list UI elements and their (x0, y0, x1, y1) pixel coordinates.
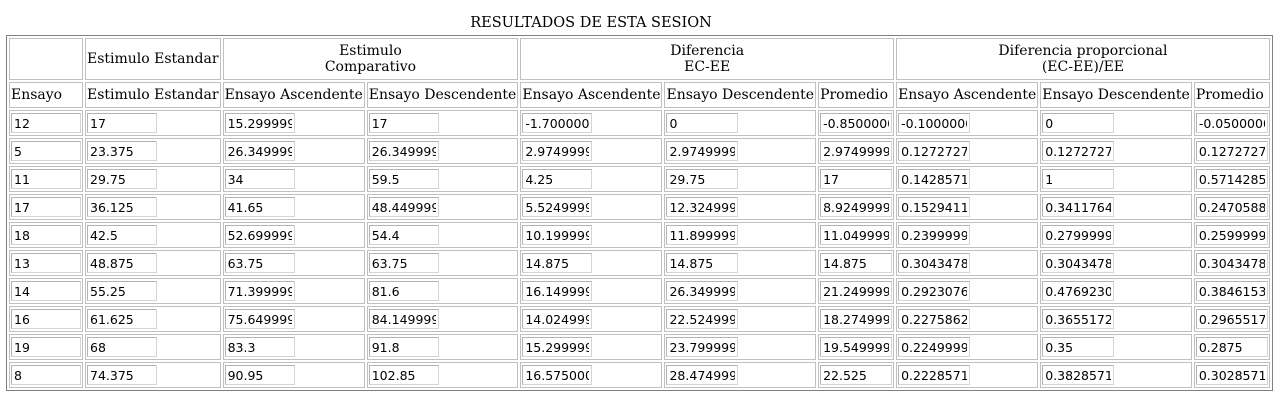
cell-value-input[interactable] (369, 169, 439, 189)
table-cell (223, 362, 365, 388)
table-cell (367, 362, 519, 388)
table-cell (85, 334, 221, 360)
table-cell (367, 194, 519, 220)
cell-value-input[interactable] (369, 365, 439, 385)
cell-value-input[interactable] (522, 113, 592, 133)
cell-value-input[interactable] (1042, 365, 1114, 385)
table-cell (896, 222, 1038, 248)
column-header: Ensayo Descendente (367, 82, 519, 108)
table-cell (896, 278, 1038, 304)
table-cell (85, 222, 221, 248)
cell-value-input[interactable] (1042, 309, 1114, 329)
table-cell (1040, 278, 1192, 304)
table-cell (520, 138, 662, 164)
cell-value-input[interactable] (87, 281, 157, 301)
cell-value-input[interactable] (898, 169, 970, 189)
table-cell (85, 194, 221, 220)
cell-value-input[interactable] (1042, 113, 1114, 133)
table-cell (1040, 138, 1192, 164)
diferencia-header-line1: Diferencia (670, 43, 745, 59)
cell-value-input[interactable] (87, 253, 157, 273)
table-cell (223, 110, 365, 136)
table-cell (818, 306, 894, 332)
cell-value-input[interactable] (1196, 141, 1268, 161)
cell-value-input[interactable] (11, 225, 81, 245)
cell-value-input[interactable] (225, 225, 295, 245)
cell-value-input[interactable] (820, 197, 892, 217)
table-cell (223, 278, 365, 304)
cell-value-input[interactable] (666, 225, 738, 245)
table-row (9, 194, 1270, 220)
cell-value-input[interactable] (369, 309, 439, 329)
table-cell (664, 110, 816, 136)
cell-value-input[interactable] (666, 169, 738, 189)
cell-value-input[interactable] (87, 169, 157, 189)
cell-value-input[interactable] (1196, 169, 1268, 189)
column-header: Ensayo Descendente (664, 82, 816, 108)
table-cell (896, 110, 1038, 136)
cell-value-input[interactable] (225, 113, 295, 133)
table-cell (1194, 334, 1270, 360)
cell-value-input[interactable] (369, 225, 439, 245)
table-cell (85, 306, 221, 332)
cell-value-input[interactable] (522, 309, 592, 329)
cell-value-input[interactable] (369, 197, 439, 217)
cell-value-input[interactable] (11, 337, 81, 357)
table-cell (818, 110, 894, 136)
cell-value-input[interactable] (225, 141, 295, 161)
table-cell (9, 278, 83, 304)
cell-value-input[interactable] (11, 169, 81, 189)
cell-value-input[interactable] (898, 365, 970, 385)
table-cell (664, 138, 816, 164)
cell-value-input[interactable] (820, 113, 892, 133)
cell-value-input[interactable] (1042, 253, 1114, 273)
cell-value-input[interactable] (898, 281, 970, 301)
cell-value-input[interactable] (11, 365, 81, 385)
cell-value-input[interactable] (1042, 337, 1114, 357)
table-cell (223, 222, 365, 248)
table-cell (367, 250, 519, 276)
table-cell (9, 362, 83, 388)
cell-value-input[interactable] (666, 113, 738, 133)
table-cell (818, 138, 894, 164)
cell-value-input[interactable] (820, 337, 892, 357)
table-cell (1194, 222, 1270, 248)
table-cell (223, 194, 365, 220)
cell-value-input[interactable] (87, 309, 157, 329)
cell-value-input[interactable] (522, 337, 592, 357)
table-cell (1194, 138, 1270, 164)
table-cell (664, 362, 816, 388)
cell-value-input[interactable] (11, 253, 81, 273)
table-cell (896, 334, 1038, 360)
cell-value-input[interactable] (666, 141, 738, 161)
diferencia-group-header (520, 38, 894, 80)
results-table (6, 35, 1273, 391)
cell-value-input[interactable] (898, 197, 970, 217)
estandar-group-header: Estimulo Estandar (85, 38, 221, 80)
cell-value-input[interactable] (522, 253, 592, 273)
column-header: Estimulo Estandar (85, 82, 221, 108)
table-cell (520, 334, 662, 360)
table-cell (85, 362, 221, 388)
cell-value-input[interactable] (11, 309, 81, 329)
table-cell (367, 278, 519, 304)
table-cell (664, 334, 816, 360)
cell-value-input[interactable] (820, 225, 892, 245)
table-cell (223, 334, 365, 360)
cell-value-input[interactable] (1196, 225, 1268, 245)
column-header: Promedio (818, 82, 894, 108)
comparativo-header-line1: Estimulo (339, 43, 402, 59)
cell-value-input[interactable] (1196, 197, 1268, 217)
table-cell (520, 306, 662, 332)
cell-value-input[interactable] (225, 337, 295, 357)
table-cell (520, 362, 662, 388)
table-cell (85, 138, 221, 164)
cell-value-input[interactable] (666, 365, 738, 385)
cell-value-input[interactable] (369, 113, 439, 133)
table-cell (664, 250, 816, 276)
results-caption: RESULTADOS DE ESTA SESION (470, 15, 712, 31)
proporcional-header-line1: Diferencia proporcional (998, 43, 1168, 59)
cell-value-input[interactable] (1042, 225, 1114, 245)
table-cell (1040, 362, 1192, 388)
table-cell (664, 194, 816, 220)
proporcional-header-line2: (EC-EE)/EE (1041, 59, 1125, 75)
cell-value-input[interactable] (1196, 337, 1268, 357)
table-cell (223, 306, 365, 332)
table-cell (520, 278, 662, 304)
cell-value-input[interactable] (898, 141, 970, 161)
table-cell (664, 222, 816, 248)
table-cell (896, 194, 1038, 220)
cell-value-input[interactable] (87, 197, 157, 217)
table-cell (896, 138, 1038, 164)
cell-value-input[interactable] (225, 197, 295, 217)
cell-value-input[interactable] (11, 141, 81, 161)
table-cell (367, 110, 519, 136)
table-cell (520, 194, 662, 220)
cell-value-input[interactable] (898, 337, 970, 357)
cell-value-input[interactable] (820, 141, 892, 161)
cell-value-input[interactable] (898, 113, 970, 133)
cell-value-input[interactable] (225, 169, 295, 189)
table-cell (896, 250, 1038, 276)
table-cell (818, 194, 894, 220)
cell-value-input[interactable] (820, 281, 892, 301)
blank-header-cell (9, 38, 83, 80)
table-cell (1040, 306, 1192, 332)
table-cell (9, 166, 83, 192)
cell-value-input[interactable] (522, 197, 592, 217)
table-row (9, 138, 1270, 164)
cell-value-input[interactable] (1042, 197, 1114, 217)
table-cell (367, 166, 519, 192)
table-cell (9, 194, 83, 220)
table-row (9, 166, 1270, 192)
cell-value-input[interactable] (1196, 365, 1268, 385)
cell-value-input[interactable] (666, 309, 738, 329)
table-cell (85, 250, 221, 276)
cell-value-input[interactable] (666, 197, 738, 217)
table-cell (9, 250, 83, 276)
column-header: Ensayo Ascendente (896, 82, 1038, 108)
table-cell (1194, 306, 1270, 332)
table-cell (1194, 166, 1270, 192)
column-header: Ensayo Ascendente (223, 82, 365, 108)
table-cell (367, 138, 519, 164)
cell-value-input[interactable] (820, 365, 892, 385)
cell-value-input[interactable] (1196, 281, 1268, 301)
table-cell (1040, 250, 1192, 276)
cell-value-input[interactable] (11, 113, 81, 133)
cell-value-input[interactable] (11, 197, 81, 217)
table-row (9, 222, 1270, 248)
cell-value-input[interactable] (1196, 309, 1268, 329)
table-row (9, 362, 1270, 388)
cell-value-input[interactable] (522, 141, 592, 161)
cell-value-input[interactable] (87, 365, 157, 385)
group-header-row (9, 38, 1270, 80)
diferencia-header-line2: EC-EE (684, 59, 731, 75)
table-cell (1194, 278, 1270, 304)
cell-value-input[interactable] (898, 253, 970, 273)
cell-value-input[interactable] (369, 253, 439, 273)
table-cell (664, 166, 816, 192)
table-cell (664, 278, 816, 304)
cell-value-input[interactable] (820, 169, 892, 189)
table-cell (1040, 334, 1192, 360)
table-cell (367, 334, 519, 360)
cell-value-input[interactable] (225, 309, 295, 329)
cell-value-input[interactable] (11, 281, 81, 301)
cell-value-input[interactable] (1042, 281, 1114, 301)
cell-value-input[interactable] (1042, 169, 1114, 189)
table-cell (818, 362, 894, 388)
cell-value-input[interactable] (225, 281, 295, 301)
table-cell (664, 306, 816, 332)
table-row (9, 306, 1270, 332)
cell-value-input[interactable] (666, 281, 738, 301)
cell-value-input[interactable] (87, 225, 157, 245)
cell-value-input[interactable] (369, 337, 439, 357)
cell-value-input[interactable] (522, 225, 592, 245)
table-cell (520, 222, 662, 248)
table-row (9, 250, 1270, 276)
table-row (9, 110, 1270, 136)
cell-value-input[interactable] (522, 169, 592, 189)
table-cell (85, 166, 221, 192)
cell-value-input[interactable] (1196, 253, 1268, 273)
table-cell (818, 222, 894, 248)
table-cell (367, 306, 519, 332)
table-cell (896, 166, 1038, 192)
table-cell (818, 166, 894, 192)
cell-value-input[interactable] (666, 253, 738, 273)
cell-value-input[interactable] (1042, 141, 1114, 161)
cell-value-input[interactable] (898, 309, 970, 329)
cell-value-input[interactable] (898, 225, 970, 245)
table-cell (1040, 222, 1192, 248)
cell-value-input[interactable] (369, 281, 439, 301)
table-cell (520, 110, 662, 136)
cell-value-input[interactable] (87, 141, 157, 161)
table-cell (223, 250, 365, 276)
table-cell (520, 166, 662, 192)
column-header: Ensayo (9, 82, 83, 108)
table-cell (896, 306, 1038, 332)
table-row (9, 334, 1270, 360)
table-cell (9, 138, 83, 164)
table-cell (1040, 194, 1192, 220)
cell-value-input[interactable] (820, 309, 892, 329)
cell-value-input[interactable] (820, 253, 892, 273)
table-cell (896, 362, 1038, 388)
comparativo-header-line2: Comparativo (324, 59, 417, 75)
cell-value-input[interactable] (522, 281, 592, 301)
column-header: Promedio (1194, 82, 1270, 108)
cell-value-input[interactable] (87, 113, 157, 133)
column-header: Ensayo Ascendente (520, 82, 662, 108)
table-cell (520, 250, 662, 276)
table-cell (223, 166, 365, 192)
table-cell (9, 306, 83, 332)
proporcional-group-header (896, 38, 1270, 80)
table-cell (9, 110, 83, 136)
cell-value-input[interactable] (225, 365, 295, 385)
table-cell (223, 138, 365, 164)
table-cell (818, 250, 894, 276)
column-header: Ensayo Descendente (1040, 82, 1192, 108)
cell-value-input[interactable] (522, 365, 592, 385)
table-cell (367, 222, 519, 248)
table-cell (85, 110, 221, 136)
table-cell (1194, 194, 1270, 220)
table-cell (1040, 110, 1192, 136)
cell-value-input[interactable] (225, 253, 295, 273)
cell-value-input[interactable] (1196, 113, 1268, 133)
cell-value-input[interactable] (369, 141, 439, 161)
table-cell (85, 278, 221, 304)
table-cell (9, 334, 83, 360)
table-cell (1194, 250, 1270, 276)
cell-value-input[interactable] (87, 337, 157, 357)
table-cell (1194, 110, 1270, 136)
comparativo-group-header (223, 38, 519, 80)
column-header-row (9, 82, 1270, 108)
table-cell (9, 222, 83, 248)
table-cell (1194, 362, 1270, 388)
cell-value-input[interactable] (666, 337, 738, 357)
table-cell (818, 334, 894, 360)
table-row (9, 278, 1270, 304)
table-cell (818, 278, 894, 304)
table-cell (1040, 166, 1192, 192)
